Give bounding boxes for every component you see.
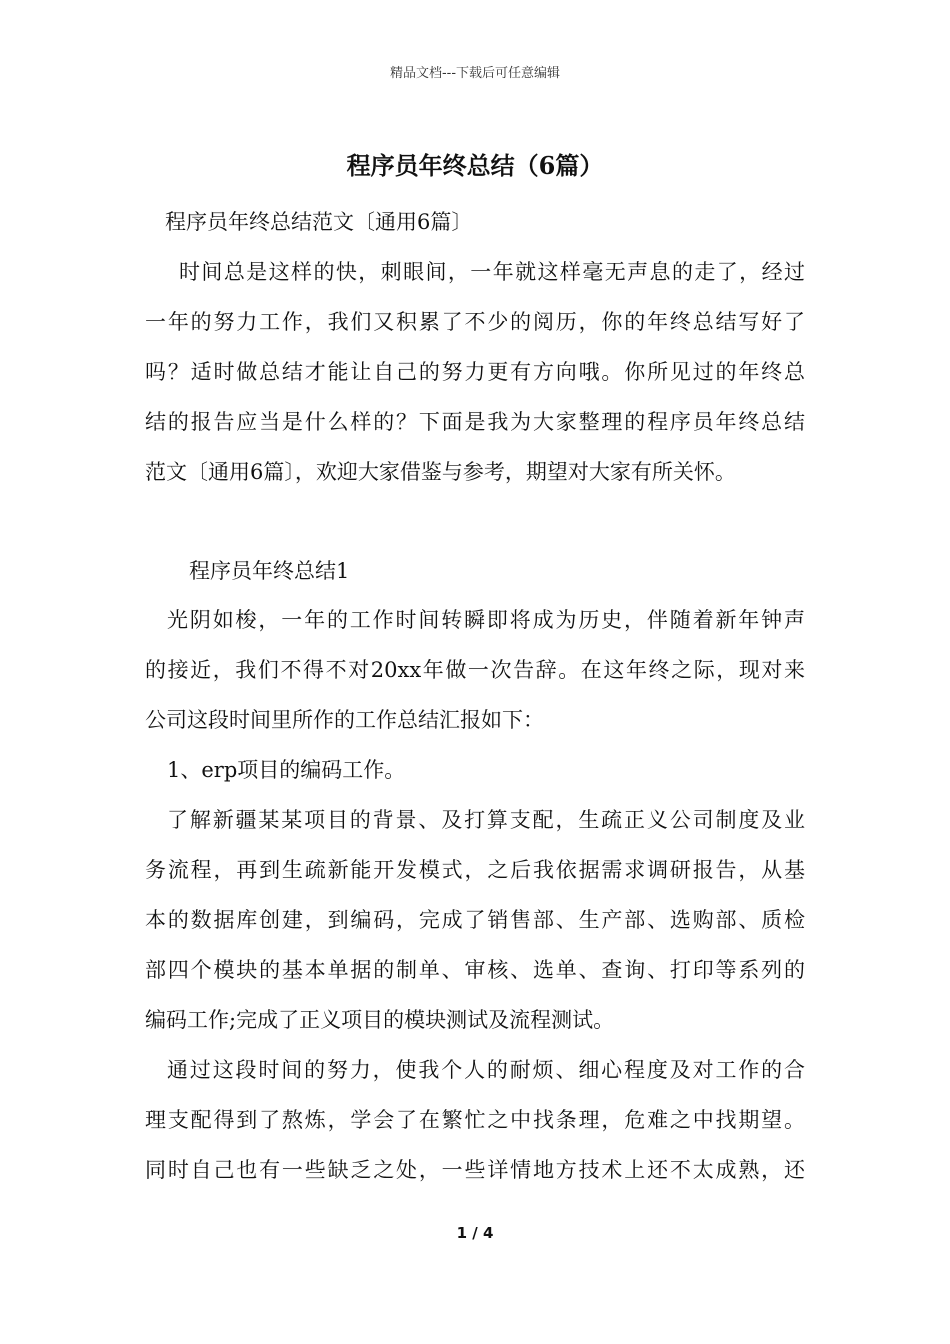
paragraph-line: 一年的努力工作，我们又积累了不少的阅历，你的年终总结写好了 (145, 310, 805, 334)
list-item: 1、erp项目的编码工作。 (167, 758, 406, 782)
paragraph-line: 范文〔通用6篇〕，欢迎大家借鉴与参考，期望对大家有所关怀。 (145, 460, 736, 484)
page-header: 精品文档---下载后可任意编辑 (389, 66, 561, 81)
section-heading: 程序员年终总结1 (189, 559, 350, 583)
paragraph-line: 同时自己也有一些缺乏之处，一些详情地方技术上还不太成熟，还 (145, 1158, 805, 1182)
paragraph-line: 部四个模块的基本单据的制单、审核、选单、查询、打印等系列的 (145, 958, 805, 982)
paragraph-line: 公司这段时间里所作的工作总结汇报如下： (145, 708, 544, 732)
paragraph-line: 理支配得到了熬炼，学会了在繁忙之中找条理，危难之中找期望。 (145, 1108, 805, 1132)
paragraph-line: 了解新疆某某项目的背景、及打算支配，生疏正义公司制度及业 (167, 808, 805, 832)
page-number: 1 / 4 (456, 1224, 494, 1242)
paragraph-line: 编码工作;完成了正义项目的模块测试及流程测试。 (145, 1008, 615, 1032)
paragraph-line: 本的数据库创建，到编码，完成了销售部、生产部、选购部、质检 (145, 908, 805, 932)
paragraph-line: 的接近，我们不得不对20xx年做一次告辞。在这年终之际，现对来 (145, 658, 805, 682)
paragraph-line: 结的报告应当是什么样的？下面是我为大家整理的程序员年终总结 (145, 410, 805, 434)
document-title: 程序员年终总结（6篇） (346, 151, 604, 180)
paragraph-line: 通过这段时间的努力，使我个人的耐烦、细心程度及对工作的合 (167, 1058, 805, 1082)
subtitle-line: 程序员年终总结范文〔通用6篇〕 (165, 210, 473, 234)
paragraph-line: 务流程，再到生疏新能开发模式，之后我依据需求调研报告，从基 (145, 858, 805, 882)
paragraph-line: 吗？适时做总结才能让自己的努力更有方向哦。你所见过的年终总 (145, 360, 805, 384)
paragraph-line: 光阴如梭，一年的工作时间转瞬即将成为历史，伴随着新年钟声 (167, 608, 805, 632)
paragraph-line: 时间总是这样的快，刺眼间，一年就这样毫无声息的走了，经过 (179, 260, 805, 284)
